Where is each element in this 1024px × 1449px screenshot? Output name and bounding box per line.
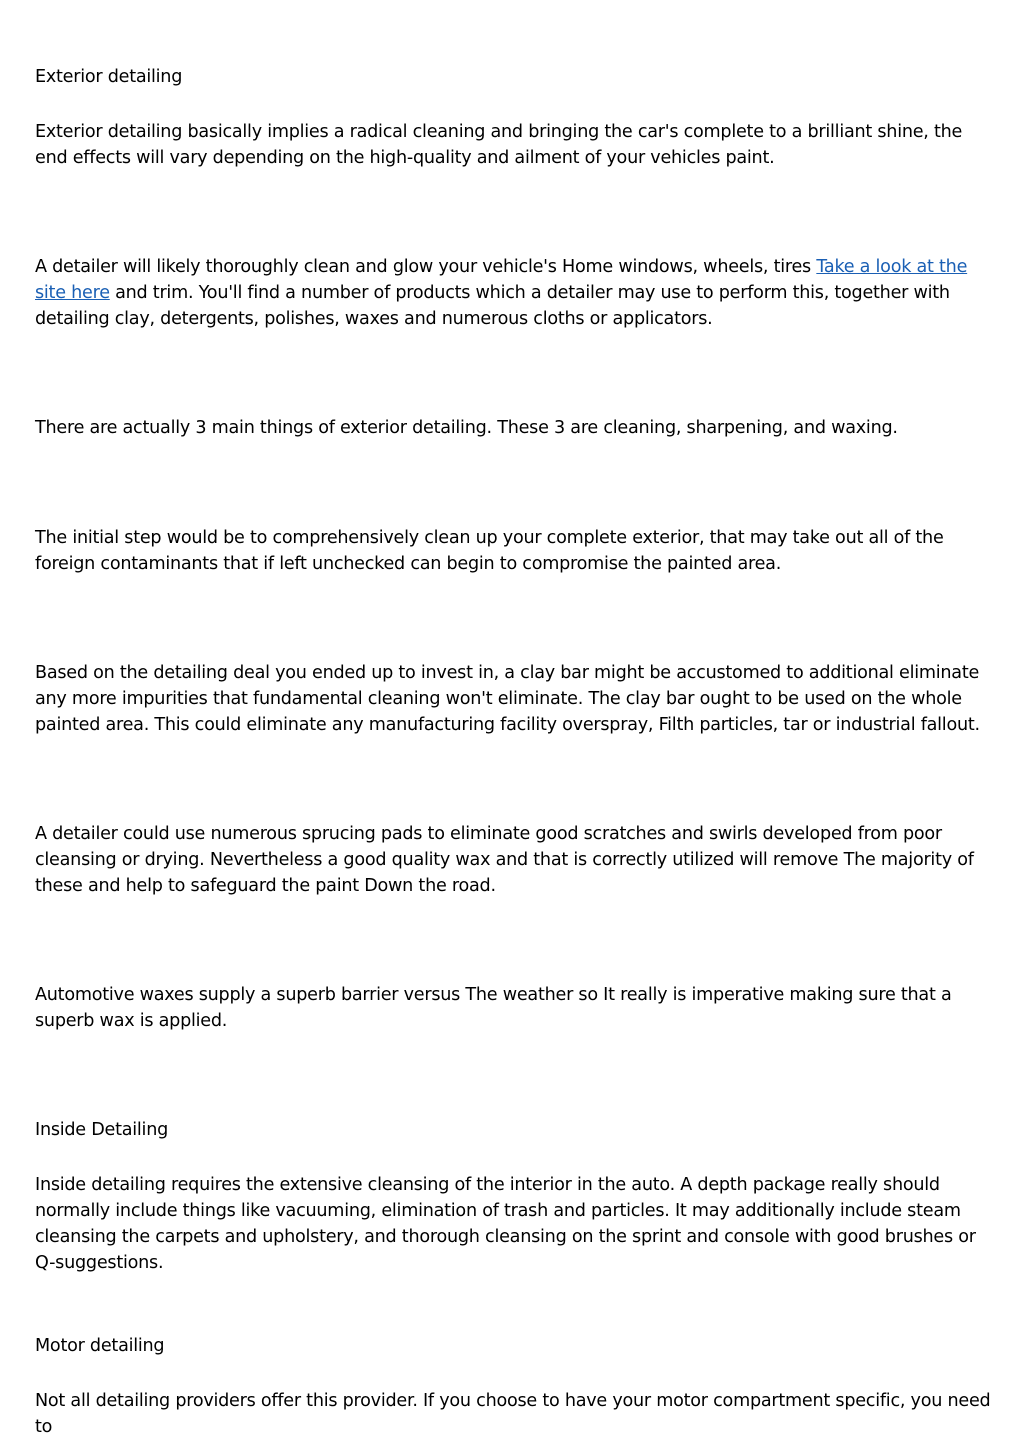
paragraph-detailer-after-link: and trim. You'll find a number of products which a detailer may use to perform this, together with detailing clay, detergents, polishes, waxes and numerous cloths or applicators.	[35, 283, 950, 329]
paragraph-detailer-before-link: A detailer will likely thoroughly clean and glow your vehicle's Home windows, wheels, tires	[35, 257, 817, 277]
heading-inside-detailing: Inside Detailing	[35, 1120, 169, 1140]
heading-exterior-detailing: Exterior detailing	[35, 67, 183, 87]
paragraph-motor-detailing: Not all detailing providers offer this provider. If you choose to have your motor compartment specific, you need to	[35, 1391, 991, 1437]
paragraph-exterior-intro: Exterior detailing basically implies a radical cleaning and bringing the car's complete to a brilliant shine, the end effects will vary depending on the high-quality and ailment of your vehicles paint.	[35, 122, 963, 168]
paragraph-automotive-waxes: Automotive waxes supply a superb barrier versus The weather so It really is imperative making sure that a superb wax is applied.	[35, 985, 952, 1031]
paragraph-inside-detailing: Inside detailing requires the extensive cleansing of the interior in the auto. A depth package really should normally include things like vacuuming, elimination of trash and particles. It may additionally include steam cleansing the carpets and upholstery, and thorough cleansing on the sprint and console with good brushes or Q-suggestions.	[35, 1175, 976, 1273]
paragraph-polishing-pads: A detailer could use numerous sprucing pads to eliminate good scratches and swirls developed from poor cleansing or drying. Nevertheless a good quality wax and that is correctly utilized will remove The majority of these and help to safeguard the paint Down the road.	[35, 824, 974, 896]
take-a-look-link[interactable]: Take a look at the site here	[35, 257, 968, 303]
paragraph-detailer-cleaning	[35, 254, 995, 332]
heading-motor-detailing: Motor detailing	[35, 1336, 165, 1356]
paragraph-three-things: There are actually 3 main things of exterior detailing. These 3 are cleaning, sharpening, and waxing.	[35, 418, 898, 438]
paragraph-initial-step: The initial step would be to comprehensively clean up your complete exterior, that may take out all of the foreign contaminants that if left unchecked can begin to compromise the painted area.	[35, 528, 944, 574]
paragraph-clay-bar: Based on the detailing deal you ended up to invest in, a clay bar might be accustomed to additional eliminate any more impurities that fundamental cleaning won't eliminate. The clay bar ought to be used on the whole painted area. This could eliminate any manufacturing facility overspray, Filth particles, tar or industrial fallout.	[35, 663, 980, 735]
